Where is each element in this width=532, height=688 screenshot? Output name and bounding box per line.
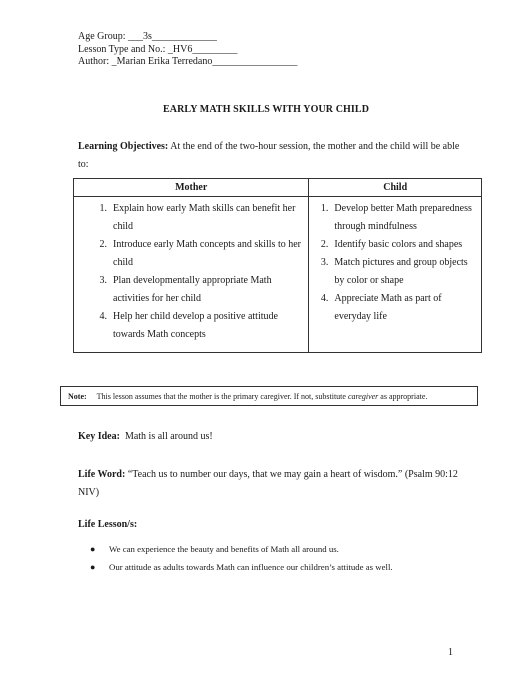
age-group: Age Group: ___3s_____________ xyxy=(78,31,217,42)
page-number: 1 xyxy=(448,647,453,658)
note-text: This lesson assumes that the mother is the primary caregiver. If not, substitute xyxy=(96,392,346,401)
list-item xyxy=(78,236,304,272)
bullet-text: Our attitude as adults towards Math can influence our children’s attitude as well. xyxy=(109,562,393,572)
list-item xyxy=(90,558,393,576)
list-item xyxy=(78,200,304,236)
lesson-metadata xyxy=(78,31,297,69)
item-number: 4. xyxy=(99,311,107,322)
item-text: Introduce early Math concepts and skills to her child xyxy=(113,239,301,268)
mother-objectives-cell xyxy=(74,197,309,353)
learning-objectives xyxy=(78,138,463,174)
item-text: Explain how early Math skills can benefit her child xyxy=(113,203,296,232)
life-word xyxy=(78,466,468,502)
item-number: 2. xyxy=(99,239,107,250)
child-objectives-list xyxy=(313,200,477,326)
list-item xyxy=(78,308,304,344)
note-emphasis: caregiver xyxy=(347,392,379,401)
key-idea-text: Math is all around us! xyxy=(124,431,213,442)
list-item xyxy=(78,272,304,308)
item-text: Match pictures and group objects by color or shape xyxy=(334,257,468,286)
life-word-label: Life Word: xyxy=(78,469,126,480)
document-title: EARLY MATH SKILLS WITH YOUR CHILD xyxy=(162,104,370,115)
list-item xyxy=(313,290,477,326)
lesson-type: Lesson Type and No.: _HV6_________ xyxy=(78,43,238,55)
item-number: 1. xyxy=(99,203,107,214)
list-item xyxy=(313,236,477,254)
note-box xyxy=(60,386,478,406)
life-lesson-heading xyxy=(78,519,137,530)
key-idea xyxy=(78,431,213,442)
child-column-header: Child xyxy=(309,179,482,197)
list-item xyxy=(90,540,393,558)
item-number: 3. xyxy=(320,257,329,268)
mother-column-header: Mother xyxy=(74,179,309,197)
item-number: 2. xyxy=(320,239,329,250)
list-item xyxy=(313,200,477,236)
item-text: Develop better Math preparedness through mindfulness xyxy=(334,203,472,232)
item-number: 4. xyxy=(320,293,329,304)
bullet-icon: ● xyxy=(90,544,96,554)
key-idea-label: Key Idea: xyxy=(78,431,120,442)
child-objectives-cell xyxy=(309,197,482,353)
life-lesson-list xyxy=(90,540,393,576)
objectives-label: Learning Objectives: xyxy=(78,141,169,152)
item-number: 1. xyxy=(320,203,329,214)
item-text: Plan developmentally appropriate Math activities for her child xyxy=(113,275,272,304)
objectives-table xyxy=(73,178,482,353)
bullet-text: We can experience the beauty and benefits of Math all around us. xyxy=(109,544,339,554)
life-lesson-label: Life Lesson/s: xyxy=(78,519,138,530)
objectives-text: At the end of the two-hour session, the mother and the child will be able to: xyxy=(78,141,460,170)
item-text: Identify basic colors and shapes xyxy=(334,239,463,250)
author: Author: _Marian Erika Terredano_________________ xyxy=(78,56,298,67)
note-label: Note: xyxy=(68,392,87,401)
note-text-end: as appropriate. xyxy=(380,392,428,401)
bullet-icon: ● xyxy=(90,562,96,572)
list-item xyxy=(313,254,477,290)
item-number: 3. xyxy=(99,275,107,286)
mother-objectives-list xyxy=(78,200,304,344)
life-word-text: “Teach us to number our days, that we may gain a heart of wisdom.” (Psalm 90:12 NIV) xyxy=(78,469,458,498)
item-text: Appreciate Math as part of everyday life xyxy=(334,293,442,322)
item-text: Help her child develop a positive attitude towards Math concepts xyxy=(113,311,278,340)
